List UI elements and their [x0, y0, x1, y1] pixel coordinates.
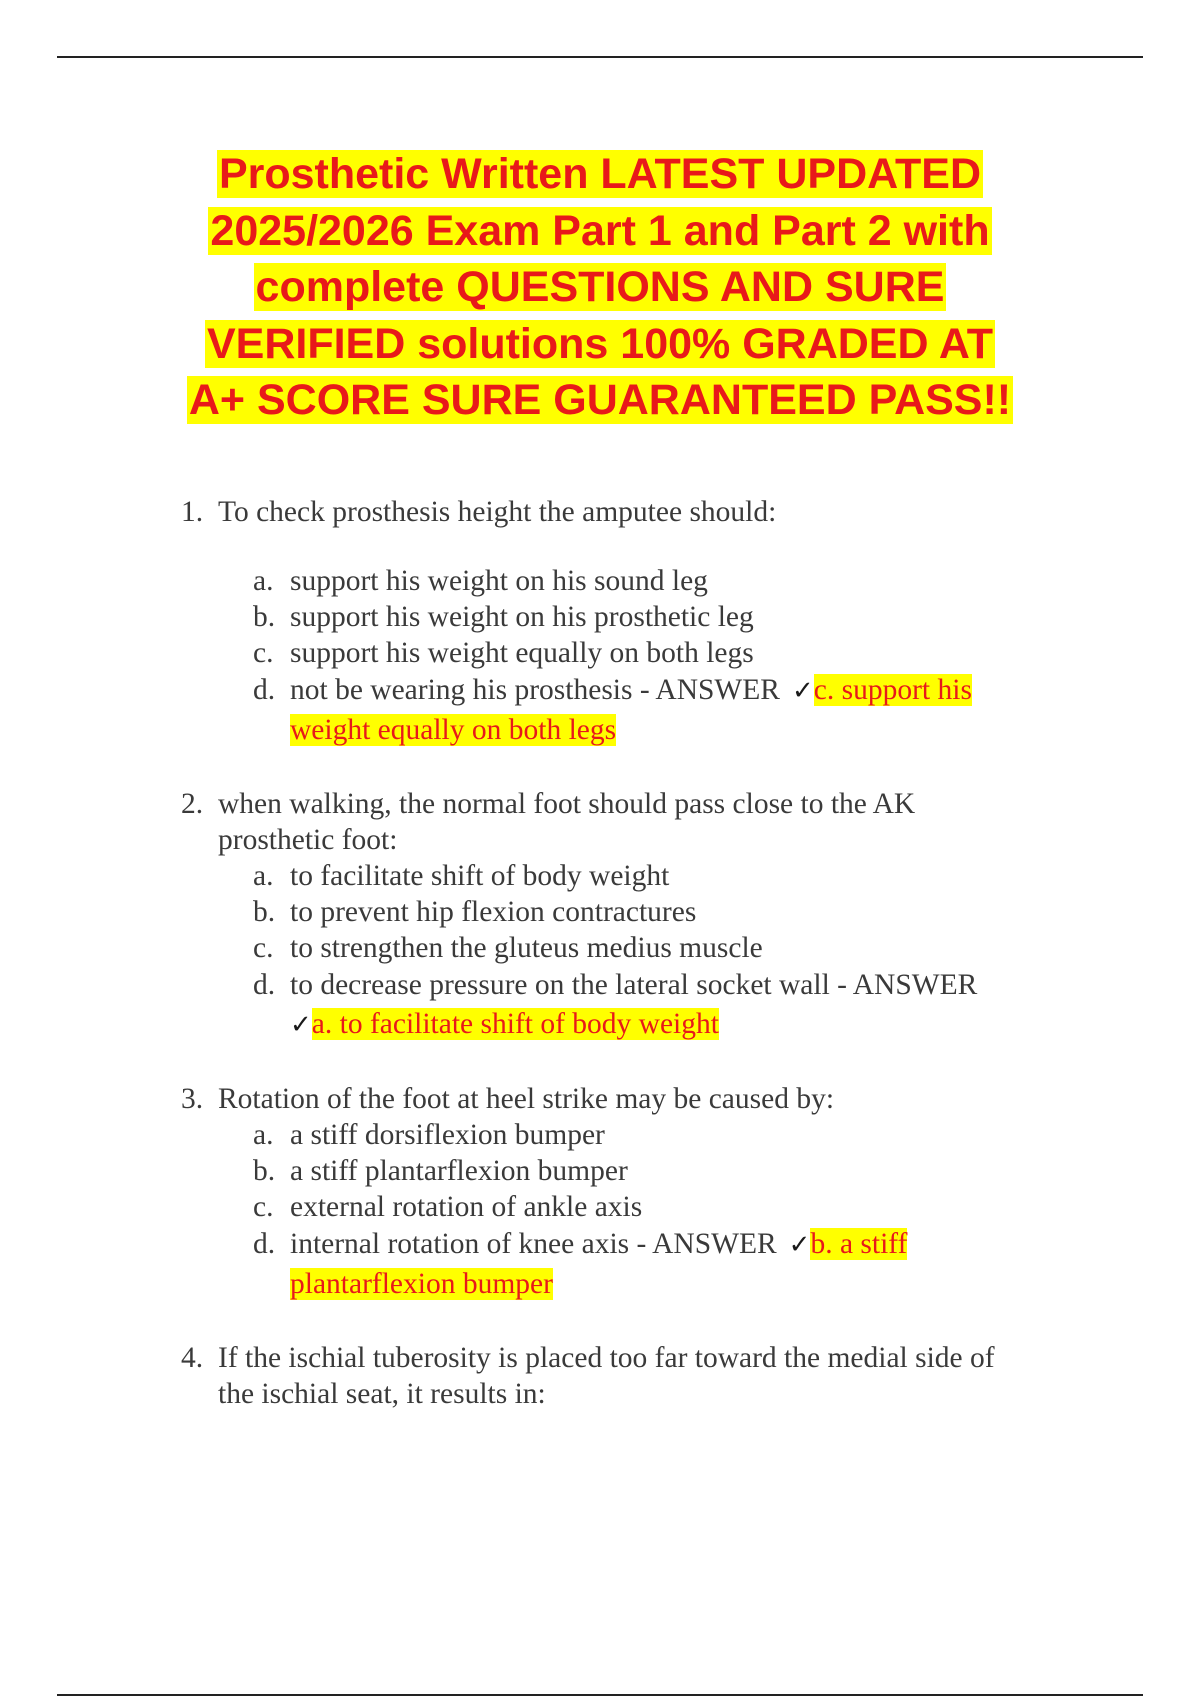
option-letter: a.: [253, 1119, 274, 1151]
option-d: [253, 966, 1098, 1045]
question-number: 4.: [181, 1342, 204, 1374]
option-text: internal rotation of knee axis - ANSWER: [290, 1228, 777, 1260]
option-b: [253, 599, 1098, 635]
option-list: [253, 858, 1098, 1045]
answer-highlight: b. a stiff: [810, 1228, 908, 1260]
question-3: [181, 1081, 1098, 1304]
option-text: a stiff dorsiflexion bumper: [290, 1119, 605, 1151]
option-b: [253, 1153, 1098, 1189]
option-letter: a.: [253, 860, 274, 892]
option-text: external rotation of ankle axis: [290, 1191, 643, 1223]
option-letter: b.: [253, 601, 276, 633]
option-letter: b.: [253, 1155, 276, 1187]
option-text: to decrease pressure on the lateral socket wall - ANSWER: [290, 969, 978, 1001]
option-list: [253, 1117, 1098, 1304]
answer-highlight: a. to facilitate shift of body weight: [311, 1008, 719, 1040]
question-number: 2.: [181, 788, 204, 820]
option-letter: c.: [253, 637, 274, 669]
option-text: to facilitate shift of body weight: [290, 860, 670, 892]
question-stem: To check prosthesis height the amputee should:: [218, 496, 777, 528]
answer-highlight: c. support his: [813, 674, 972, 706]
option-text: to strengthen the gluteus medius muscle: [290, 932, 763, 964]
option-a: [253, 858, 1098, 894]
question-stem: when walking, the normal foot should pass close to the AK: [218, 788, 916, 820]
option-list: [253, 563, 1098, 750]
option-letter: c.: [253, 1191, 274, 1223]
option-c: [253, 930, 1098, 966]
option-text: to prevent hip flexion contractures: [290, 896, 697, 928]
option-text: support his weight on his sound leg: [290, 565, 708, 597]
option-letter: c.: [253, 932, 274, 964]
question-stem: If the ischial tuberosity is placed too far toward the medial side of: [218, 1342, 995, 1374]
question-number: 3.: [181, 1083, 204, 1115]
question-1: [181, 494, 1098, 750]
document-title: [100, 146, 1100, 429]
option-letter: a.: [253, 565, 274, 597]
option-text: support his weight on his prosthetic leg: [290, 601, 754, 633]
option-c: [253, 635, 1098, 671]
title-line: VERIFIED solutions 100% GRADED AT: [206, 319, 994, 368]
option-letter: d.: [253, 1228, 276, 1260]
question-stem: prosthetic foot:: [218, 824, 398, 856]
option-b: [253, 894, 1098, 930]
check-icon: ✓: [788, 1230, 811, 1260]
answer-highlight: plantarflexion bumper: [290, 1268, 553, 1300]
question-stem: the ischial seat, it results in:: [218, 1378, 546, 1410]
option-letter: d.: [253, 674, 276, 706]
option-c: [253, 1189, 1098, 1225]
answer-highlight: weight equally on both legs: [290, 714, 617, 746]
title-line: A+ SCORE SURE GUARANTEED PASS!!: [188, 376, 1012, 424]
option-d: [253, 1225, 1098, 1304]
option-letter: b.: [253, 896, 276, 928]
question-stem: Rotation of the foot at heel strike may be caused by:: [218, 1083, 835, 1115]
question-list: [0, 494, 1200, 1448]
question-2: [181, 786, 1098, 1045]
title-line: Prosthetic Written LATEST UPDATED: [218, 150, 982, 198]
check-icon: ✓: [791, 676, 814, 706]
option-text: support his weight equally on both legs: [290, 637, 754, 669]
option-letter: d.: [253, 969, 276, 1001]
bottom-rule: [57, 1694, 1143, 1696]
option-a: [253, 563, 1098, 599]
top-rule: [57, 56, 1143, 58]
option-d: [253, 671, 1098, 750]
check-icon: ✓: [290, 1010, 312, 1040]
option-a: [253, 1117, 1098, 1153]
option-text: a stiff plantarflexion bumper: [290, 1155, 628, 1187]
title-line: complete QUESTIONS AND SURE: [255, 263, 945, 311]
question-4: [181, 1340, 1098, 1412]
question-number: 1.: [181, 496, 204, 528]
title-line: 2025/2026 Exam Part 1 and Part 2 with: [210, 206, 990, 255]
option-text: not be wearing his prosthesis - ANSWER: [290, 674, 780, 706]
